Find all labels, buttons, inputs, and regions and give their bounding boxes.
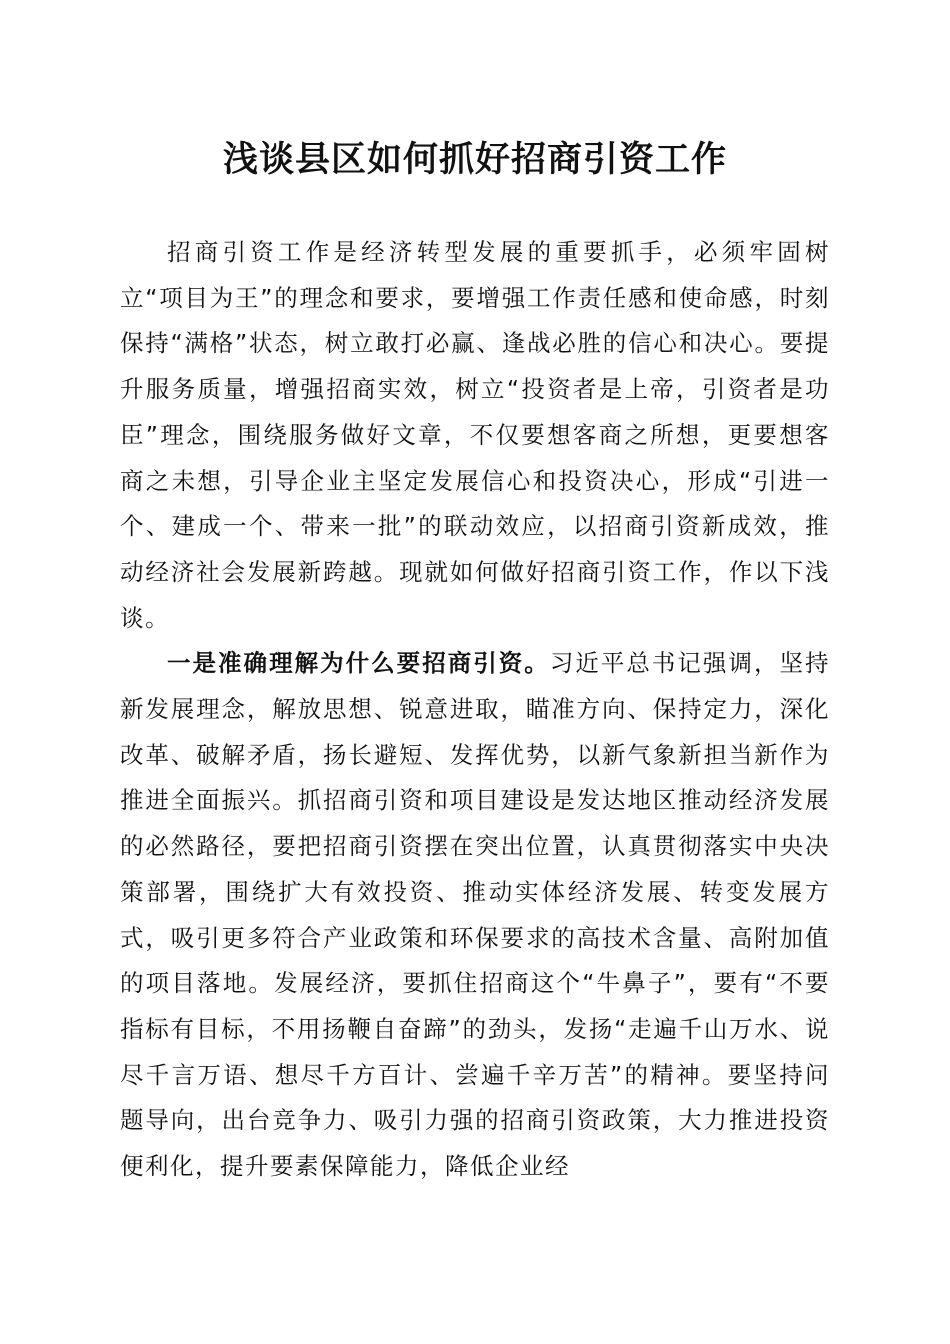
document-body: [120, 230, 830, 1190]
document-title: 浅谈县区如何抓好招商引资工作: [222, 139, 727, 180]
paragraph-intro: [120, 230, 830, 641]
paragraph-point-one-text: 习近平总书记强调，坚持新发展理念，解放思想、锐意进取，瞄准方向、保持定力，深化改革、破解矛盾，扬长避短、发挥优势，以新气象新担当新作为推进全面振兴。抓招商引资和项目建设是发达地区推动经济发展的必然路径，要把招商引资摆在突出位置，认真贯彻落实中央决策部署，围绕扩大有效投资、推动实体经济发展、转变发展方式，吸引更多符合产业政策和环保要求的高技术含量、高附加值的项目落地。发展经济，要抓住招商这个“牛鼻子”，要有“不要指标有目标，不用扬鞭自奋蹄”的劲头，发扬“走遍千山万水、说尽千言万语、想尽千方百计、尝遍千辛万苦”的精神。要坚持问题导向，出台竞争力、吸引力强的招商引资政策，大力推进投资便利化，提升要素保障能力，降低企业经: [120, 649, 831, 1181]
paragraph-point-one-heading: 一是准确理解为什么要招商引资。: [167, 649, 550, 678]
paragraph-intro-text: 招商引资工作是经济转型发展的重要抓手，必须牢固树立“项目为王”的理念和要求，要增强工作责任感和使命感，时刻保持“满格”状态，树立敢打必赢、逢战必胜的信心和决心。要提升服务质量，增强招商实效，树立“投资者是上帝，引资者是功臣”理念，围绕服务做好文章，不仅要想客商之所想，更要想客商之未想，引导企业主坚定发展信心和投资决心，形成“引进一个、建成一个、带来一批”的联动效应，以招商引资新成效，推动经济社会发展新跨越。现就如何做好招商引资工作，作以下浅谈。: [120, 238, 830, 632]
paragraph-point-one: [120, 641, 830, 1189]
